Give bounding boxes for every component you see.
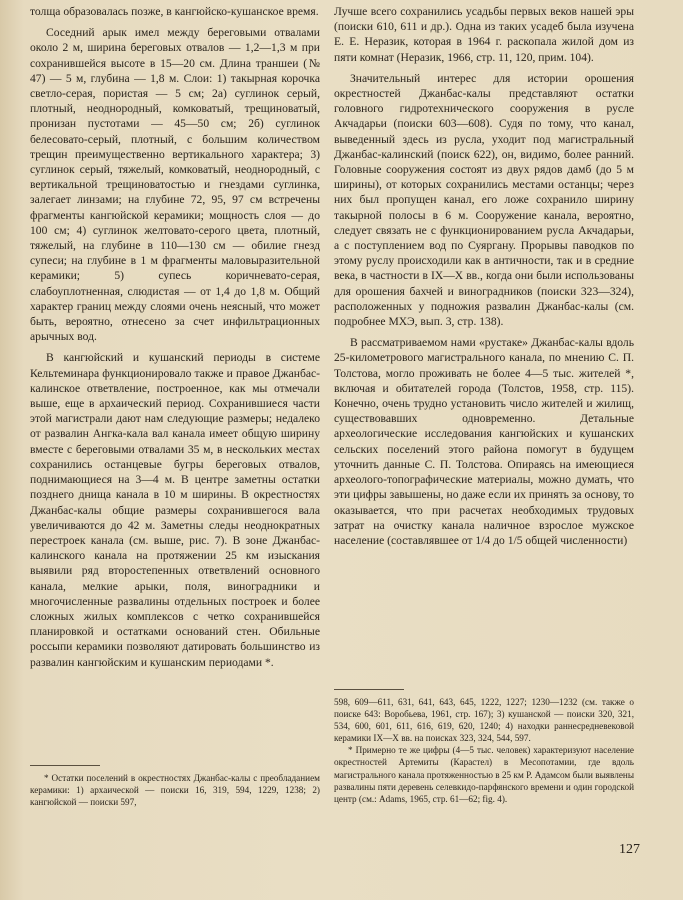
right-footnotes [334,689,634,805]
footnote-artemita: * Примерно те же цифры (4—5 тыс. человек) характеризуют население окрестностей Артемиты (Карастел) в Месопотамии, где вдоль магистрального канала протяженностью в 25 км Р. Адамсом были выявлены развалины пяти деревень селевкидо-парфянского времени и один городской центр (см.: Adams, 1965, стр. 61—62; fig. 4). [334,745,634,804]
footnote-divider [334,689,404,690]
footnote-continued: 598, 609—611, 631, 641, 643, 645, 1222, 1227; 1230—1232 (см. также о поиске 643: Воробьева, 1961, стр. 167); 3) кушанской — поиски 320, 321, 534, 600, 601, 611, 616, 619, 620, 1240; 4) находки раннесредневековой керамики IX—X вв. на поисках 323, 324, 544, 597. [334,697,634,744]
footnote-settlements: * Остатки поселений в окрестностях Джанбас-калы с преобладанием керамики: 1) архаической — поиски 16, 319, 594, 1229, 1238; 2) кангюйской — поиски 597, [30,773,320,808]
paragraph-continuation: толща образовалась позже, в кангюйско-кушанское время. [30,5,319,18]
paragraph-estates: Лучше всего сохранились усадьбы первых веков нашей эры (поиски 610, 611 и др.). Одна из таких усадеб была изучена Е. Е. Неразик, которая в 1964 г. раскопала жилой дом из пяти комнат (Неразик, 1966, стр. 11, 120, прим. 104). [334,5,634,64]
footnote-divider [30,765,100,766]
page-number: 127 [619,842,640,857]
left-footnotes [30,765,320,808]
paragraph-aryk-trench: Соседний арык имел между береговыми отвалами около 2 м, ширина береговых отвалов — 1,2—1,3 м при сохранившейся высоте в 15—20 см. Длина траншеи (№ 47) — 5 м, глубина — 1,8 м. Слои: 1) такырная корочка светло-серая, пористая — 5 см; 2а) суглинок серый, плотный, неоднородный, комковатый, трещиноватый, пронизан пустотами — 45—50 см; 2б) суглинок белесовато-серый, плотный, с большим количеством трещин преимущественно вертикального характера; 3) суглинок серый, тяжелый, комковатый, неоднородный, с вертикальной трещиноватостью и гнездами суглинка, залегает линзами; на глубине 72, 95, 97 см встречены фрагменты кангюйской керамики; мощность слоя — до 100 см; 4) суглинок желтовато-серого цвета, плотный, тяжелый, на глубине в 110—130 см — обилие гнезд супеси; на глубине в 1 м фрагменты маловыразительной керамики; 5) супесь коричневато-серая, слабоуплотненная, слюдистая — от 1,4 до 1,8 м. Общий характер границ между слоями очень неясный, что может быть, вероятно, отнесено за счет инфильтрационных арычных вод. [30,26,320,344]
paragraph-kangju-kushan-period: В кангюйский и кушанский периоды в системе Кельтеминара функционировало также и правое Джанбас-калинское ответвление, построенное, как мы отмечали выше, еще в архаический период. Сохранившиеся части этой магистрали дают нам следующие размеры; недалеко от развалин Ангка-кала вал канала имеет общую ширину вместе с береговыми отвалами 35 м, в нескольких местах сохранились останцевые бугры береговых отвалов, поднимающиеся на 3—4 м. В центре заметны остатки позднего днища канала в 10 м ширины. В окрестностях Джанбас-калы общие размеры сохранившегося вала увеличиваются до 42 м. Заметны следы неоднократных перестроек канала (см. выше, рис. 7). В зоне Джанбас-калинского канала на протяжении 25 км изыскания выявили ряд второстепенных ответвлений основного канала, мелкие арыки, поля, виноградники и многочисленные развалины отдельных построек и более сложных жилых комплексов с четко сохранившейся планировкой и остатками оснований стен. Обильные россыпи керамики позволяют датировать большинство из развалин кангюйским и кушанским периодами *. [30,351,320,669]
left-column [30,4,320,670]
paragraph-head-structure: Значительный интерес для истории орошения окрестностей Джанбас-калы представляют остатки головного гидротехнического сооружения в русле Акчадарьи (поиски 603—608). Судя по тому, что канал, выведенный здесь из русла, уходит под магистральный Джанбас-калинский (поиск 622), он, видимо, более ранний. Головные сооружения состоят из двух рядов дамб (до 5 м ширины), от которых сохранились местами останцы; через них был пропущен канал, его ложе сохранило ширину такырной полосы в 6 м. Сооружение канала, вероятно, следует связать не с функционированием русла Акчадарьи, а с поступлением вод по Суяргану. Прорывы паводков по этому руслу происходили как в античности, так и в средние века, в частности в IX—X вв., когда они были использованы для орошения бахчей и виноградников (поиски 323—324), расположенных у подножия развалин Джанбас-калы (см. подробнее МХЭ, вып. 3, стр. 138). [334,71,634,329]
right-column [334,4,634,548]
paragraph-rustak-population: В рассматриваемом нами «рустаке» Джанбас-калы вдоль 25-километрового магистрального канала, по мнению С. П. Толстова, могло проживать не более 4—5 тыс. жителей *, включая и обитателей города (Толстов, 1958, стр. 115). Конечно, очень трудно установить число жителей и жилищ, существовавших одновременно. Детальные археологические исследования кангюйских и кушанских сельских поселений этого района помогут в будущем уточнить данные С. П. Толстова. Опираясь на имеющиеся археолого-топографические материалы, можно думать, что эти цифры завышены, но даже если их принять за основу, то оказывается, что при расчетах необходимых трудовых затрат на очистку канала наличное взрослое мужское население (составлявшее от 1/4 до 1/5 общей численности) [334,336,634,547]
